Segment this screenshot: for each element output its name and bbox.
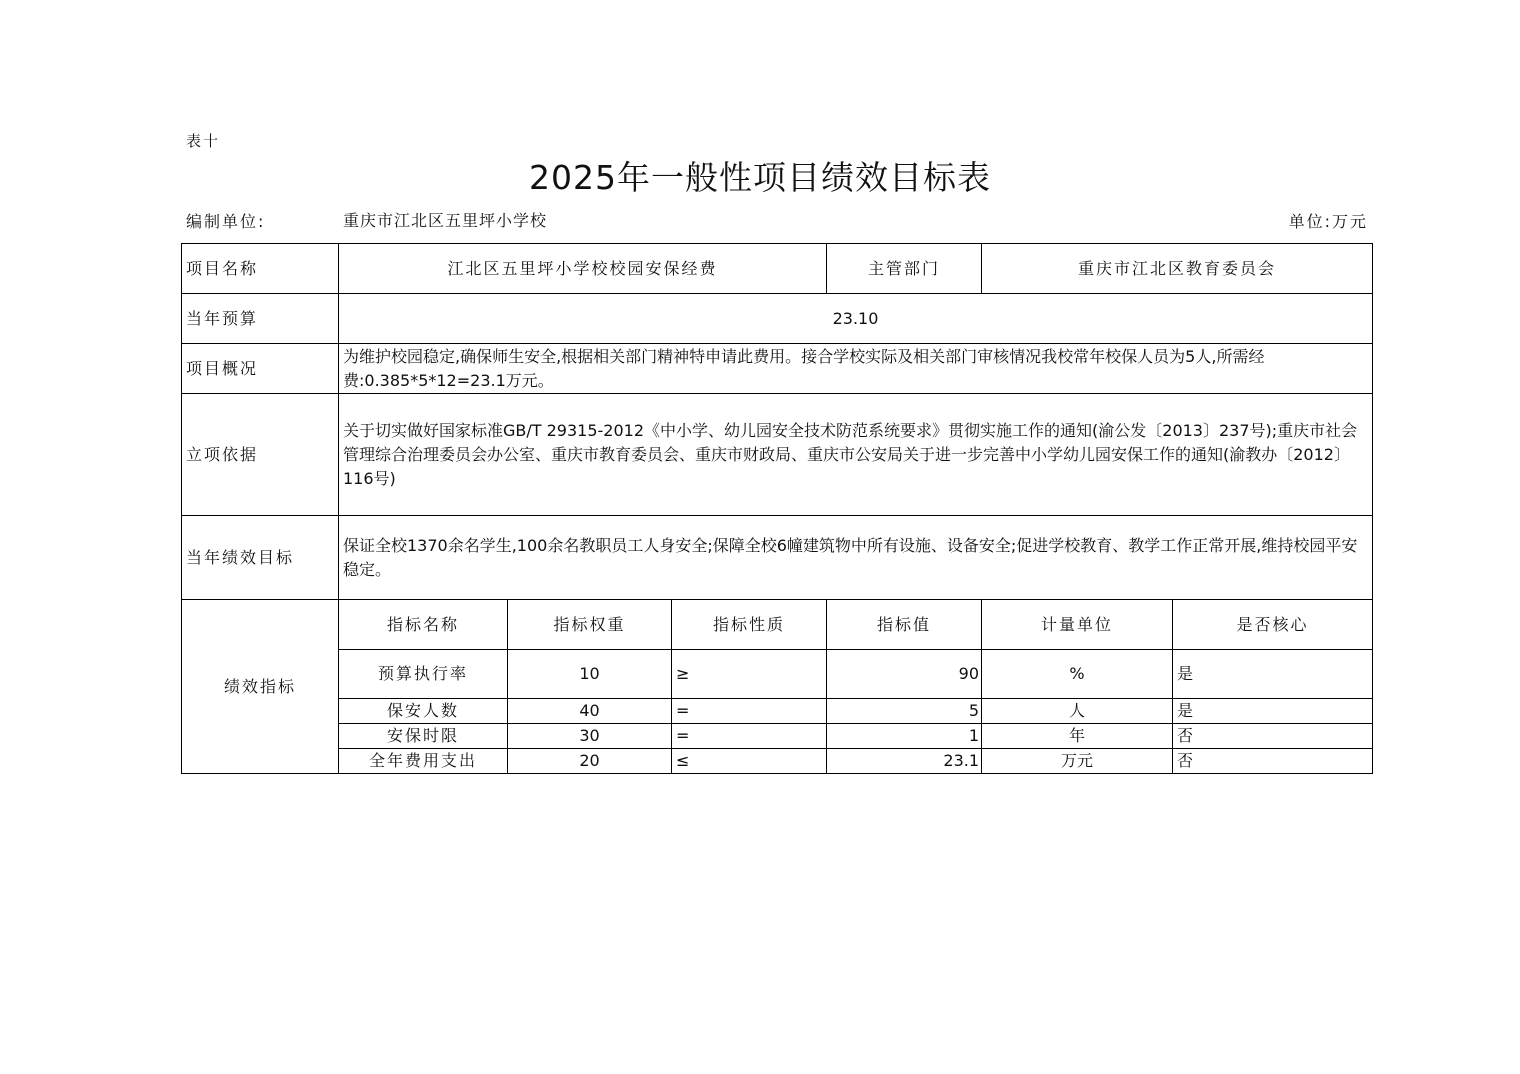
- project-name-row: [182, 244, 1373, 294]
- unit-label: 单位:万元: [1288, 212, 1368, 231]
- basis-label: 立项依据: [182, 394, 339, 516]
- indicator-unit: 万元: [982, 749, 1173, 774]
- indicator-core: 否: [1173, 724, 1373, 749]
- table-row: [182, 749, 1373, 774]
- project-name-label: 项目名称: [182, 244, 339, 294]
- goal-label: 当年绩效目标: [182, 516, 339, 600]
- indicator-unit: 人: [982, 699, 1173, 724]
- indicator-nature: ≤: [672, 749, 827, 774]
- basis-value: 关于切实做好国家标准GB/T 29315-2012《中小学、幼儿园安全技术防范系统要求》贯彻实施工作的通知(渝公发〔2013〕237号);重庆市社会管理综合治理委员会办公室、重庆市教育委员会、重庆市财政局、重庆市公安局关于进一步完善中小学幼儿园安保工作的通知(渝教办〔2012〕116号): [339, 394, 1373, 516]
- table-row: [182, 724, 1373, 749]
- header-nature: 指标性质: [672, 600, 827, 650]
- budget-label: 当年预算: [182, 294, 339, 344]
- indicator-name: 保安人数: [339, 699, 508, 724]
- indicator-value: 90: [827, 650, 982, 699]
- overview-row: [182, 344, 1373, 394]
- header-unit: 计量单位: [982, 600, 1173, 650]
- indicator-name: 全年费用支出: [339, 749, 508, 774]
- indicator-weight: 10: [508, 650, 672, 699]
- performance-table: [181, 243, 1373, 774]
- budget-value: 23.10: [339, 294, 1373, 344]
- indicator-unit: 年: [982, 724, 1173, 749]
- page-title: 2025年一般性项目绩效目标表: [529, 158, 991, 197]
- org-label: 编制单位:: [186, 212, 266, 231]
- indicator-weight: 30: [508, 724, 672, 749]
- header-name: 指标名称: [339, 600, 508, 650]
- indicator-nature: =: [672, 724, 827, 749]
- goal-value: 保证全校1370余名学生,100余名教职员工人身安全;保障全校6幢建筑物中所有设施、设备安全;促进学校教育、教学工作正常开展,维持校园平安稳定。: [339, 516, 1373, 600]
- indicator-value: 1: [827, 724, 982, 749]
- basis-row: [182, 394, 1373, 516]
- header-weight: 指标权重: [508, 600, 672, 650]
- indicator-weight: 40: [508, 699, 672, 724]
- indicator-weight: 20: [508, 749, 672, 774]
- overview-label: 项目概况: [182, 344, 339, 394]
- budget-row: [182, 294, 1373, 344]
- dept-value: 重庆市江北区教育委员会: [982, 244, 1373, 294]
- indicator-value: 5: [827, 699, 982, 724]
- indicator-unit: %: [982, 650, 1173, 699]
- indicator-nature: =: [672, 699, 827, 724]
- indicator-name: 预算执行率: [339, 650, 508, 699]
- indicator-core: 是: [1173, 650, 1373, 699]
- header-value: 指标值: [827, 600, 982, 650]
- indicator-core: 否: [1173, 749, 1373, 774]
- goal-row: [182, 516, 1373, 600]
- indicator-name: 安保时限: [339, 724, 508, 749]
- page-label: 表十: [186, 132, 221, 150]
- indicator-value: 23.1: [827, 749, 982, 774]
- table-row: [182, 699, 1373, 724]
- table-row: [182, 650, 1373, 699]
- dept-label: 主管部门: [827, 244, 982, 294]
- indicator-nature: ≥: [672, 650, 827, 699]
- org-value: 重庆市江北区五里坪小学校: [343, 211, 548, 230]
- indicator-header-row: [182, 600, 1373, 650]
- overview-value: 为维护校园稳定,确保师生安全,根据相关部门精神特申请此费用。接合学校实际及相关部门审核情况我校常年校保人员为5人,所需经费:0.385*5*12=23.1万元。: [339, 344, 1373, 394]
- header-core: 是否核心: [1173, 600, 1373, 650]
- indicator-label: 绩效指标: [182, 600, 339, 774]
- project-name-value: 江北区五里坪小学校校园安保经费: [339, 244, 827, 294]
- indicator-core: 是: [1173, 699, 1373, 724]
